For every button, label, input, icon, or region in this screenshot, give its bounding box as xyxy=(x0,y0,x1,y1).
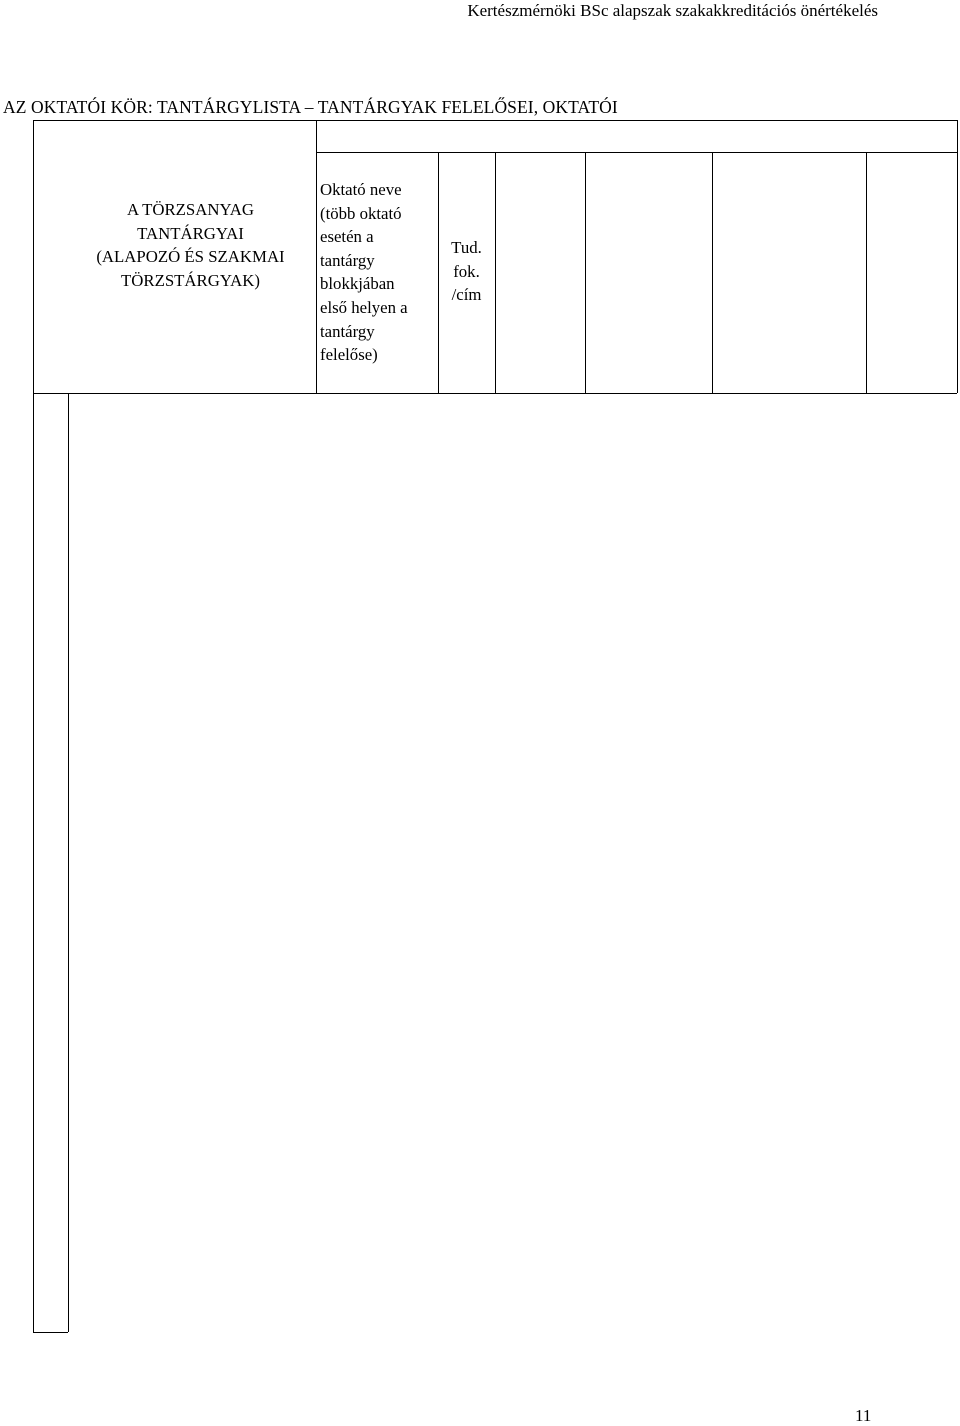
header-subject-line: TANTÁRGYAI xyxy=(137,223,244,243)
header-group-divider xyxy=(316,152,957,153)
header-teacher-line: Oktató neve xyxy=(320,180,402,199)
header-teacher-line: (több oktató xyxy=(320,203,402,223)
header-bottom-border xyxy=(33,393,957,394)
table-border-bottom xyxy=(33,1332,68,1333)
header-teacher-line: felelőse) xyxy=(320,345,378,365)
header-teacher-line: esetén a xyxy=(320,227,374,247)
header-teacher-line: tantárgy xyxy=(320,250,375,270)
header-degree xyxy=(438,236,495,307)
header-subject-line: A TÖRZSANYAG xyxy=(127,200,254,219)
table-border-top xyxy=(33,120,957,121)
header-teacher xyxy=(320,178,434,367)
running-header: Kertészmérnöki BSc alapszak szakakkreditációs önértékelés xyxy=(467,1,878,20)
header-divider-employment xyxy=(585,152,586,393)
side-label-divider xyxy=(68,393,69,1332)
header-teacher-line: tantárgy xyxy=(320,321,375,341)
header-divider-teacher xyxy=(316,120,317,393)
header-border-right xyxy=(957,120,958,393)
header-subject-line: TÖRZSTÁRGYAK) xyxy=(121,270,260,290)
header-teacher-line: első helyen a xyxy=(320,297,408,317)
section-title: AZ OKTATÓI KÖR: TANTÁRGYLISTA – TANTÁRGYAK FELELŐSEI, OKTATÓI xyxy=(3,97,618,117)
header-subject xyxy=(73,198,308,292)
page-number: 11 xyxy=(855,1406,872,1425)
header-degree-line: Tud. xyxy=(451,238,482,257)
header-divider-participation xyxy=(712,152,713,393)
header-subject-line: (ALAPOZÓ ÉS SZAKMAI xyxy=(96,247,285,267)
header-degree-line: /cím xyxy=(451,285,482,305)
header-teacher-line: blokkjában xyxy=(320,274,395,294)
header-divider-job xyxy=(495,152,496,393)
header-degree-line: fok. xyxy=(453,261,480,281)
table-border-left xyxy=(33,120,34,1332)
header-divider-credits xyxy=(866,152,867,393)
